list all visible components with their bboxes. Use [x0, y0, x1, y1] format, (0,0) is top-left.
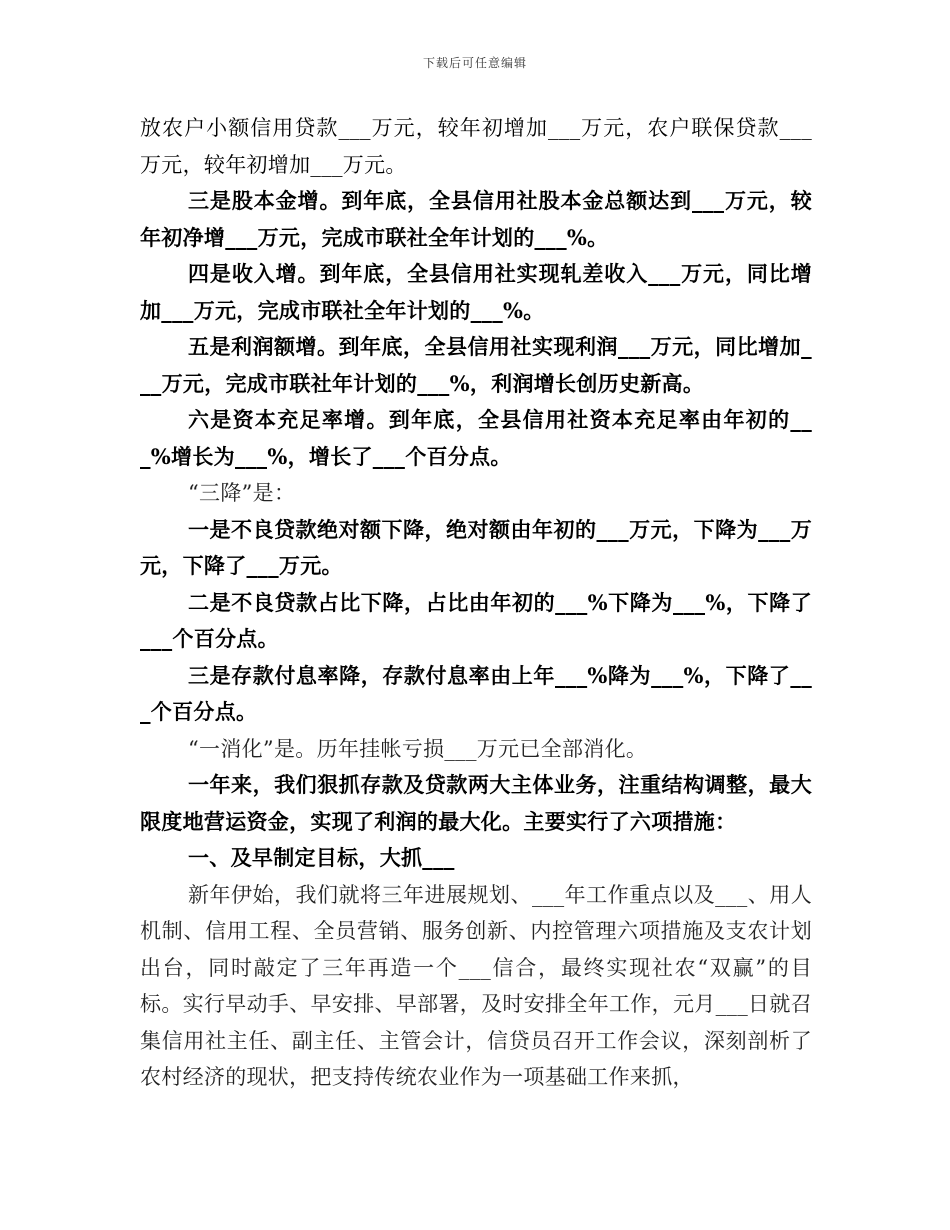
page-header: 下载后可任意编辑	[422, 56, 527, 70]
paragraph-1: 放农户小额信用贷款___万元，较年初增加___万元，农户联保贷款___万元，较年初增加___万元。	[140, 116, 812, 177]
paragraph-13: 新年伊始，我们就将三年进展规划、___年工作重点以及___、用人机制、信用工程、全员营销、服务创新、内控管理六项措施及支农计划出台，同时敲定了三年再造一个___信合，最终实现社农“双赢”的目标。实行早动手、早安排、早部署，及时安排全年工作，元月___日就召集信用社主任、副主任、主管会计，信贷员召开工作会议，深刻剖析了农村经济的现状，把支持传统农业作为一项基础工作来抓，	[140, 882, 812, 1089]
paragraph-6: “三降”是：	[188, 481, 296, 505]
document-body	[140, 110, 812, 1096]
paragraph-3: 四是收入增。到年底，全县信用社实现轧差收入___万元，同比增加___万元，完成市联社全年计划的___%。	[140, 261, 812, 323]
paragraph-5: 六是资本充足率增。到年底，全县信用社资本充足率由年初的___%增长为___%，增长了___个百分点。	[140, 407, 812, 469]
paragraph-7: 一是不良贷款绝对额下降，绝对额由年初的___万元，下降为___万元，下降了___万元。	[140, 516, 812, 578]
paragraph-12: 一、及早制定目标，大抓___	[188, 845, 455, 870]
paragraph-10: “一消化”是。历年挂帐亏损___万元已全部消化。	[188, 736, 648, 761]
paragraph-9: 三是存款付息率降，存款付息率由上年___%降为___%，下降了___个百分点。	[140, 662, 812, 724]
paragraph-2: 三是股本金增。到年底，全县信用社股本金总额达到___万元，较年初净增___万元，完成市联社全年计划的___%。	[140, 188, 812, 250]
paragraph-4: 五是利润额增。到年底，全县信用社实现利润___万元，同比增加___万元，完成市联社年计划的___%，利润增长创历史新高。	[140, 334, 812, 396]
paragraph-11: 一年来，我们狠抓存款及贷款两大主体业务，注重结构调整，最大限度地营运资金，实现了利润的最大化。主要实行了六项措施：	[140, 772, 812, 834]
paragraph-8: 二是不良贷款占比下降，占比由年初的___%下降为___%，下降了___个百分点。	[140, 589, 812, 651]
